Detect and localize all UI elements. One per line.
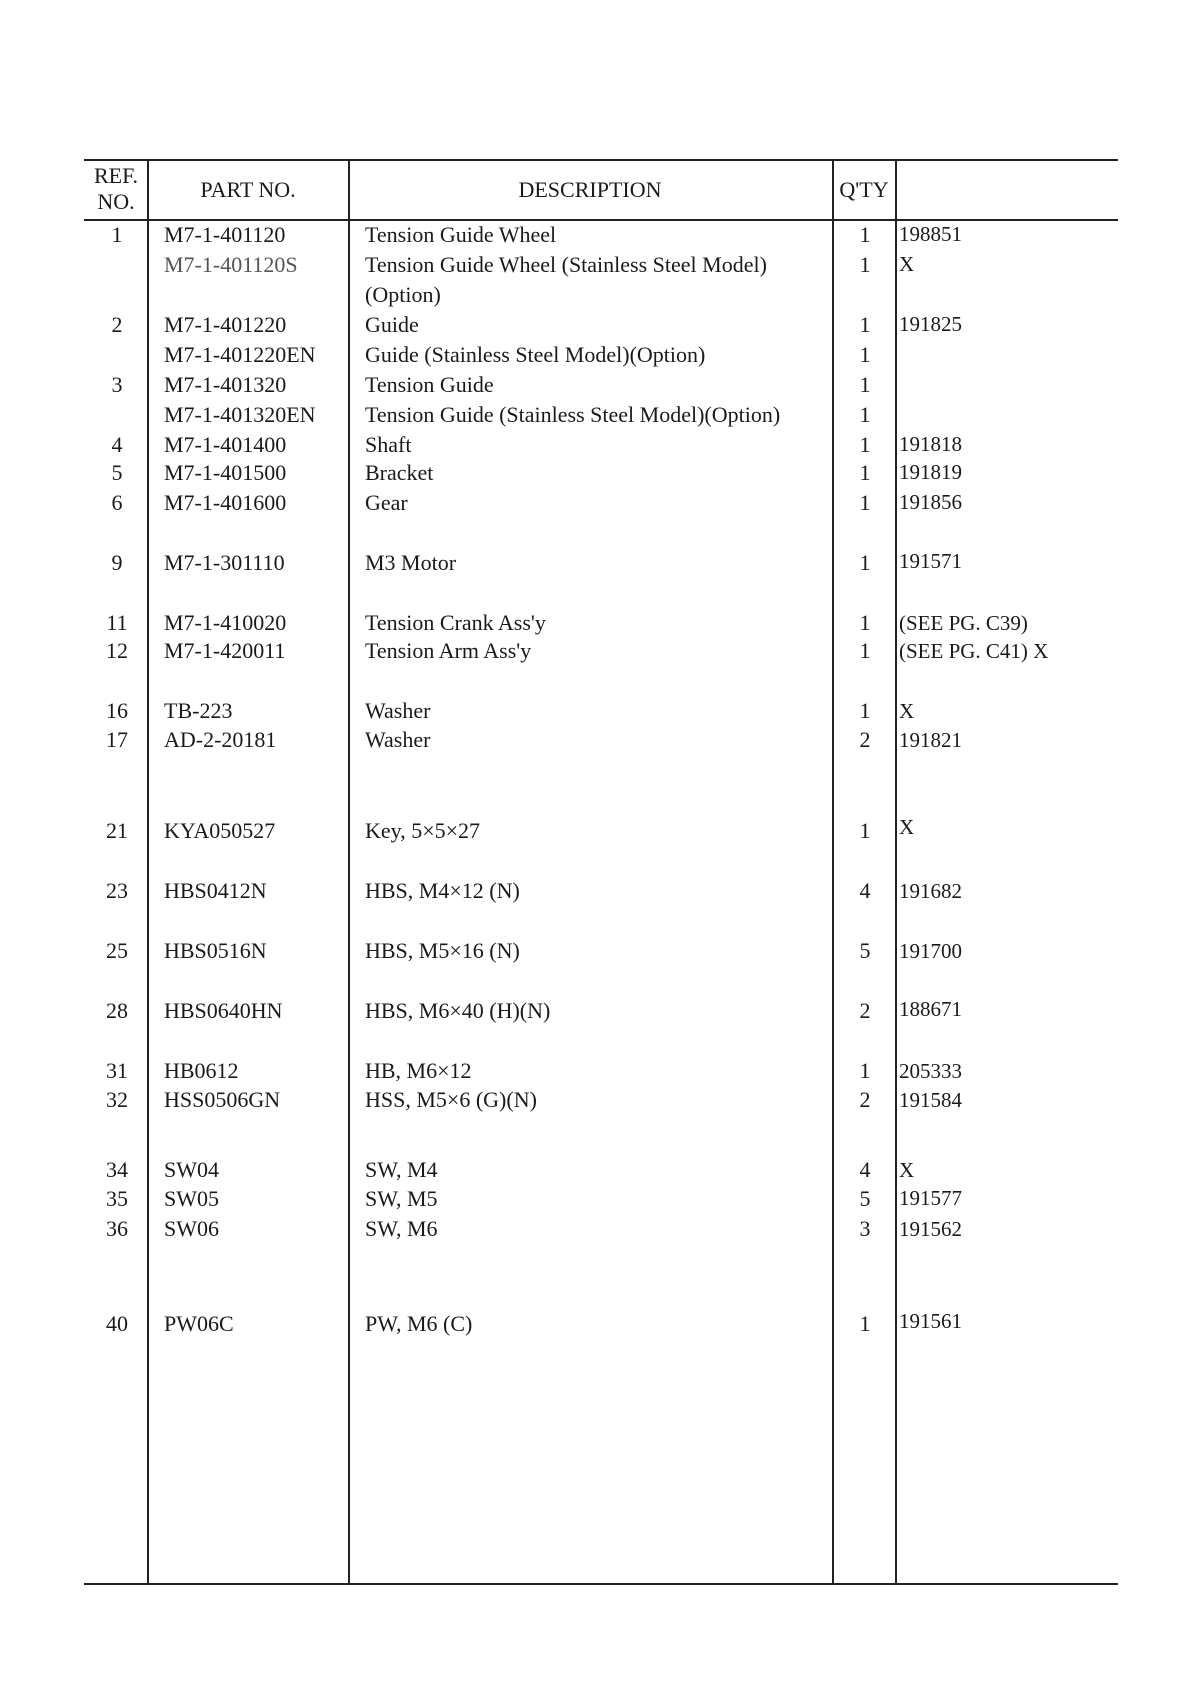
quantity: 1 xyxy=(859,342,871,367)
order-code: 191562 xyxy=(899,1217,962,1241)
order-code: (SEE PG. C39) xyxy=(899,611,1028,635)
ref-number: 21 xyxy=(106,818,128,843)
part-number: HSS0506GN xyxy=(164,1087,281,1112)
description-continued: (Option) xyxy=(365,282,441,307)
column-divider-ref xyxy=(147,159,149,1584)
table-bottom-rule xyxy=(84,1583,1118,1585)
header-ref-no xyxy=(87,163,145,215)
description: SW, M4 xyxy=(365,1157,438,1182)
description: HBS, M4×12 (N) xyxy=(365,878,520,903)
part-number: M7-1-401120S xyxy=(164,252,298,277)
description: Tension Guide Wheel (Stainless Steel Model) xyxy=(365,252,767,277)
ref-number: 2 xyxy=(111,312,123,337)
order-code: 191825 xyxy=(899,312,962,336)
ref-number: 3 xyxy=(111,372,123,397)
quantity: 1 xyxy=(859,698,871,723)
order-code: 205333 xyxy=(899,1059,962,1083)
part-number: M7-1-401500 xyxy=(164,460,287,485)
order-code: 188671 xyxy=(899,997,962,1021)
header-ref-line1: REF. xyxy=(93,163,139,188)
order-code: X xyxy=(899,252,915,276)
part-number: SW04 xyxy=(164,1157,219,1182)
order-code: 191856 xyxy=(899,490,962,514)
part-number: HBS0516N xyxy=(164,938,267,963)
part-number: HB0612 xyxy=(164,1058,239,1083)
quantity: 1 xyxy=(859,432,871,457)
quantity: 1 xyxy=(859,252,871,277)
part-number: HBS0640HN xyxy=(164,998,283,1023)
part-number: PW06C xyxy=(164,1311,234,1336)
ref-number: 17 xyxy=(106,727,128,752)
part-number: HBS0412N xyxy=(164,878,267,903)
quantity: 1 xyxy=(859,222,871,247)
quantity: 1 xyxy=(859,372,871,397)
order-code: X xyxy=(899,1158,915,1182)
order-code: (SEE PG. C41) X xyxy=(899,639,1049,663)
part-number: AD-2-20181 xyxy=(164,727,277,752)
ref-number: 12 xyxy=(106,638,128,663)
quantity: 5 xyxy=(859,1186,871,1211)
quantity: 2 xyxy=(859,998,871,1023)
description: Key, 5×5×27 xyxy=(365,818,481,843)
order-code: 191821 xyxy=(899,728,962,752)
order-code: 191818 xyxy=(899,432,962,456)
quantity: 4 xyxy=(859,878,871,903)
quantity: 1 xyxy=(859,610,871,635)
ref-number: 1 xyxy=(111,222,123,247)
description: Tension Crank Ass'y xyxy=(365,610,546,635)
order-code: 191819 xyxy=(899,460,962,484)
description: HBS, M6×40 (H)(N) xyxy=(365,998,551,1023)
description: Shaft xyxy=(365,432,412,457)
column-divider-qty xyxy=(895,159,897,1584)
table-top-rule xyxy=(84,159,1118,161)
ref-number: 35 xyxy=(106,1186,128,1211)
part-number: M7-1-401120 xyxy=(164,222,286,247)
header-description: DESCRIPTION xyxy=(518,177,662,202)
ref-number: 23 xyxy=(106,878,128,903)
ref-number: 40 xyxy=(106,1311,128,1336)
order-code: 191584 xyxy=(899,1088,962,1112)
column-divider-part xyxy=(348,159,350,1584)
quantity: 1 xyxy=(859,1311,871,1336)
description: Guide (Stainless Steel Model)(Option) xyxy=(365,342,706,367)
order-code: 191571 xyxy=(899,549,962,573)
quantity: 4 xyxy=(859,1157,871,1182)
description: Tension Guide Wheel xyxy=(365,222,557,247)
description: Tension Guide xyxy=(365,372,494,397)
part-number: M7-1-401400 xyxy=(164,432,287,457)
part-number: M7-1-420011 xyxy=(164,638,286,663)
description: PW, M6 (C) xyxy=(365,1311,473,1336)
quantity: 1 xyxy=(859,460,871,485)
description: Gear xyxy=(365,490,408,515)
quantity: 5 xyxy=(859,938,871,963)
part-number: M7-1-401220EN xyxy=(164,342,316,367)
description: Washer xyxy=(365,727,431,752)
ref-number: 9 xyxy=(111,550,123,575)
description: HSS, M5×6 (G)(N) xyxy=(365,1087,537,1112)
quantity: 1 xyxy=(859,638,871,663)
column-divider-desc xyxy=(832,159,834,1584)
description: Washer xyxy=(365,698,431,723)
description: SW, M6 xyxy=(365,1216,438,1241)
description: Tension Guide (Stainless Steel Model)(Option) xyxy=(365,402,781,427)
ref-number: 25 xyxy=(106,938,128,963)
ref-number: 6 xyxy=(111,490,123,515)
part-number: SW05 xyxy=(164,1186,219,1211)
part-number: TB-223 xyxy=(164,698,233,723)
quantity: 2 xyxy=(859,727,871,752)
order-code: 198851 xyxy=(899,222,962,246)
header-qty: Q'TY xyxy=(839,177,889,202)
order-code: 191682 xyxy=(899,879,962,903)
quantity: 1 xyxy=(859,312,871,337)
description: SW, M5 xyxy=(365,1186,438,1211)
part-number: M7-1-401320 xyxy=(164,372,287,397)
header-part-no: PART NO. xyxy=(200,177,296,202)
description: Bracket xyxy=(365,460,434,485)
part-number: M7-1-401220 xyxy=(164,312,287,337)
ref-number: 34 xyxy=(106,1157,128,1182)
quantity: 1 xyxy=(859,818,871,843)
description: HBS, M5×16 (N) xyxy=(365,938,520,963)
ref-number: 16 xyxy=(106,698,128,723)
ref-number: 5 xyxy=(111,460,123,485)
part-number: M7-1-301110 xyxy=(164,550,285,575)
ref-number: 31 xyxy=(106,1058,128,1083)
quantity: 1 xyxy=(859,1058,871,1083)
ref-number: 11 xyxy=(106,610,128,635)
part-number: M7-1-410020 xyxy=(164,610,287,635)
quantity: 1 xyxy=(859,550,871,575)
quantity: 1 xyxy=(859,490,871,515)
part-number: KYA050527 xyxy=(164,818,276,843)
header-bottom-rule xyxy=(84,219,1118,221)
order-code: X xyxy=(899,699,915,723)
description: M3 Motor xyxy=(365,550,457,575)
ref-number: 4 xyxy=(111,432,123,457)
quantity: 2 xyxy=(859,1087,871,1112)
order-code: 191700 xyxy=(899,939,962,963)
description: Guide xyxy=(365,312,419,337)
part-number: M7-1-401320EN xyxy=(164,402,316,427)
description: Tension Arm Ass'y xyxy=(365,638,532,663)
quantity: 1 xyxy=(859,402,871,427)
header-ref-line2: NO. xyxy=(97,189,135,214)
part-number: M7-1-401600 xyxy=(164,490,287,515)
order-code: X xyxy=(899,815,915,839)
ref-number: 28 xyxy=(106,998,128,1023)
part-number: SW06 xyxy=(164,1216,219,1241)
quantity: 3 xyxy=(859,1216,871,1241)
order-code: 191561 xyxy=(899,1309,962,1333)
ref-number: 36 xyxy=(106,1216,128,1241)
ref-number: 32 xyxy=(106,1087,128,1112)
description: HB, M6×12 xyxy=(365,1058,472,1083)
order-code: 191577 xyxy=(899,1186,962,1210)
